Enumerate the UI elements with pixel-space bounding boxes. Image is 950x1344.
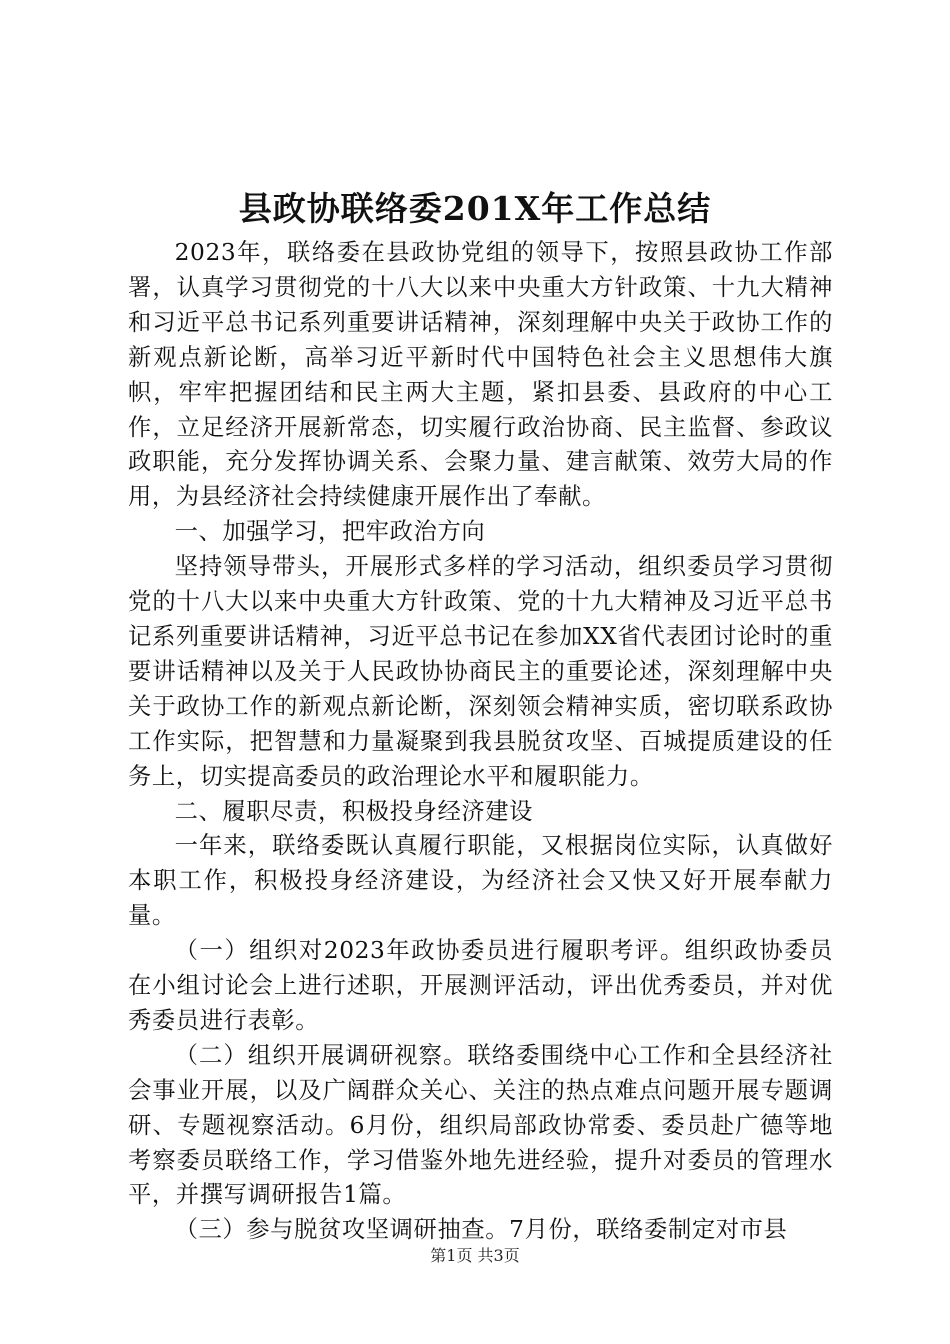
paragraph-item-3: （三）参与脱贫攻坚调研抽查。7月份，联络委制定对市县 [174, 1216, 788, 1244]
paragraph-study: 坚持领导带头，开展形式多样的学习活动，组织委员学习贯彻党的十八大以来中央重大方针政策、党的十九大精神及习近平总书记系列重要讲话精神，习近平总书记在参加XX省代表团讨论时的重要讲话精神以及关于人民政协协商民主的重要论述，深刻理解中央关于政协工作的新观点新论断，深刻领会精神实质，密切联系政协工作实际，把智慧和力量凝聚到我县脱贫攻坚、百城提质建设的任务上，切实提高委员的政治理论水平和履职能力。 [128, 553, 833, 790]
section-heading-2: 二、履职尽责，积极投身经济建设 [174, 797, 534, 825]
page-footer: 第1页 共3页 [430, 1246, 520, 1265]
paragraph-item-2: （二）组织开展调研视察。联络委围绕中心工作和全县经济社会事业开展，以及广阔群众关心、关注的热点难点问题开展专题调研、专题视察活动。6月份，组织局部政协常委、委员赴广德等地考察委员联络工作，学习借鉴外地先进经验，提升对委员的管理水平，并撰写调研报告1篇。 [128, 1041, 833, 1209]
paragraph-intro: 2023年，联络委在县政协党组的领导下，按照县政协工作部署，认真学习贯彻党的十八大以来中央重大方针政策、十九大精神和习近平总书记系列重要讲话精神，深刻理解中央关于政协工作的新观点新论断，高举习近平新时代中国特色社会主义思想伟大旗帜，牢牢把握团结和民主两大主题，紧扣县委、县政府的中心工作，立足经济开展新常态，切实履行政治协商、民主监督、参政议政职能，充分发挥协调关系、会聚力量、建言献策、效劳大局的作用，为县经济社会持续健康开展作出了奉献。 [128, 239, 833, 511]
document-body [128, 236, 833, 1248]
paragraph-item-1: （一）组织对2023年政协委员进行履职考评。组织政协委员在小组讨论会上进行述职，开展测评活动，评出优秀委员，并对优秀委员进行表彰。 [128, 937, 833, 1034]
section-heading-1: 一、加强学习，把牢政治方向 [174, 518, 486, 546]
document-title: 县政协联络委201X年工作总结 [238, 189, 712, 228]
paragraph-duties: 一年来，联络委既认真履行职能，又根据岗位实际，认真做好本职工作，积极投身经济建设，为经济社会又快又好开展奉献力量。 [128, 832, 833, 930]
